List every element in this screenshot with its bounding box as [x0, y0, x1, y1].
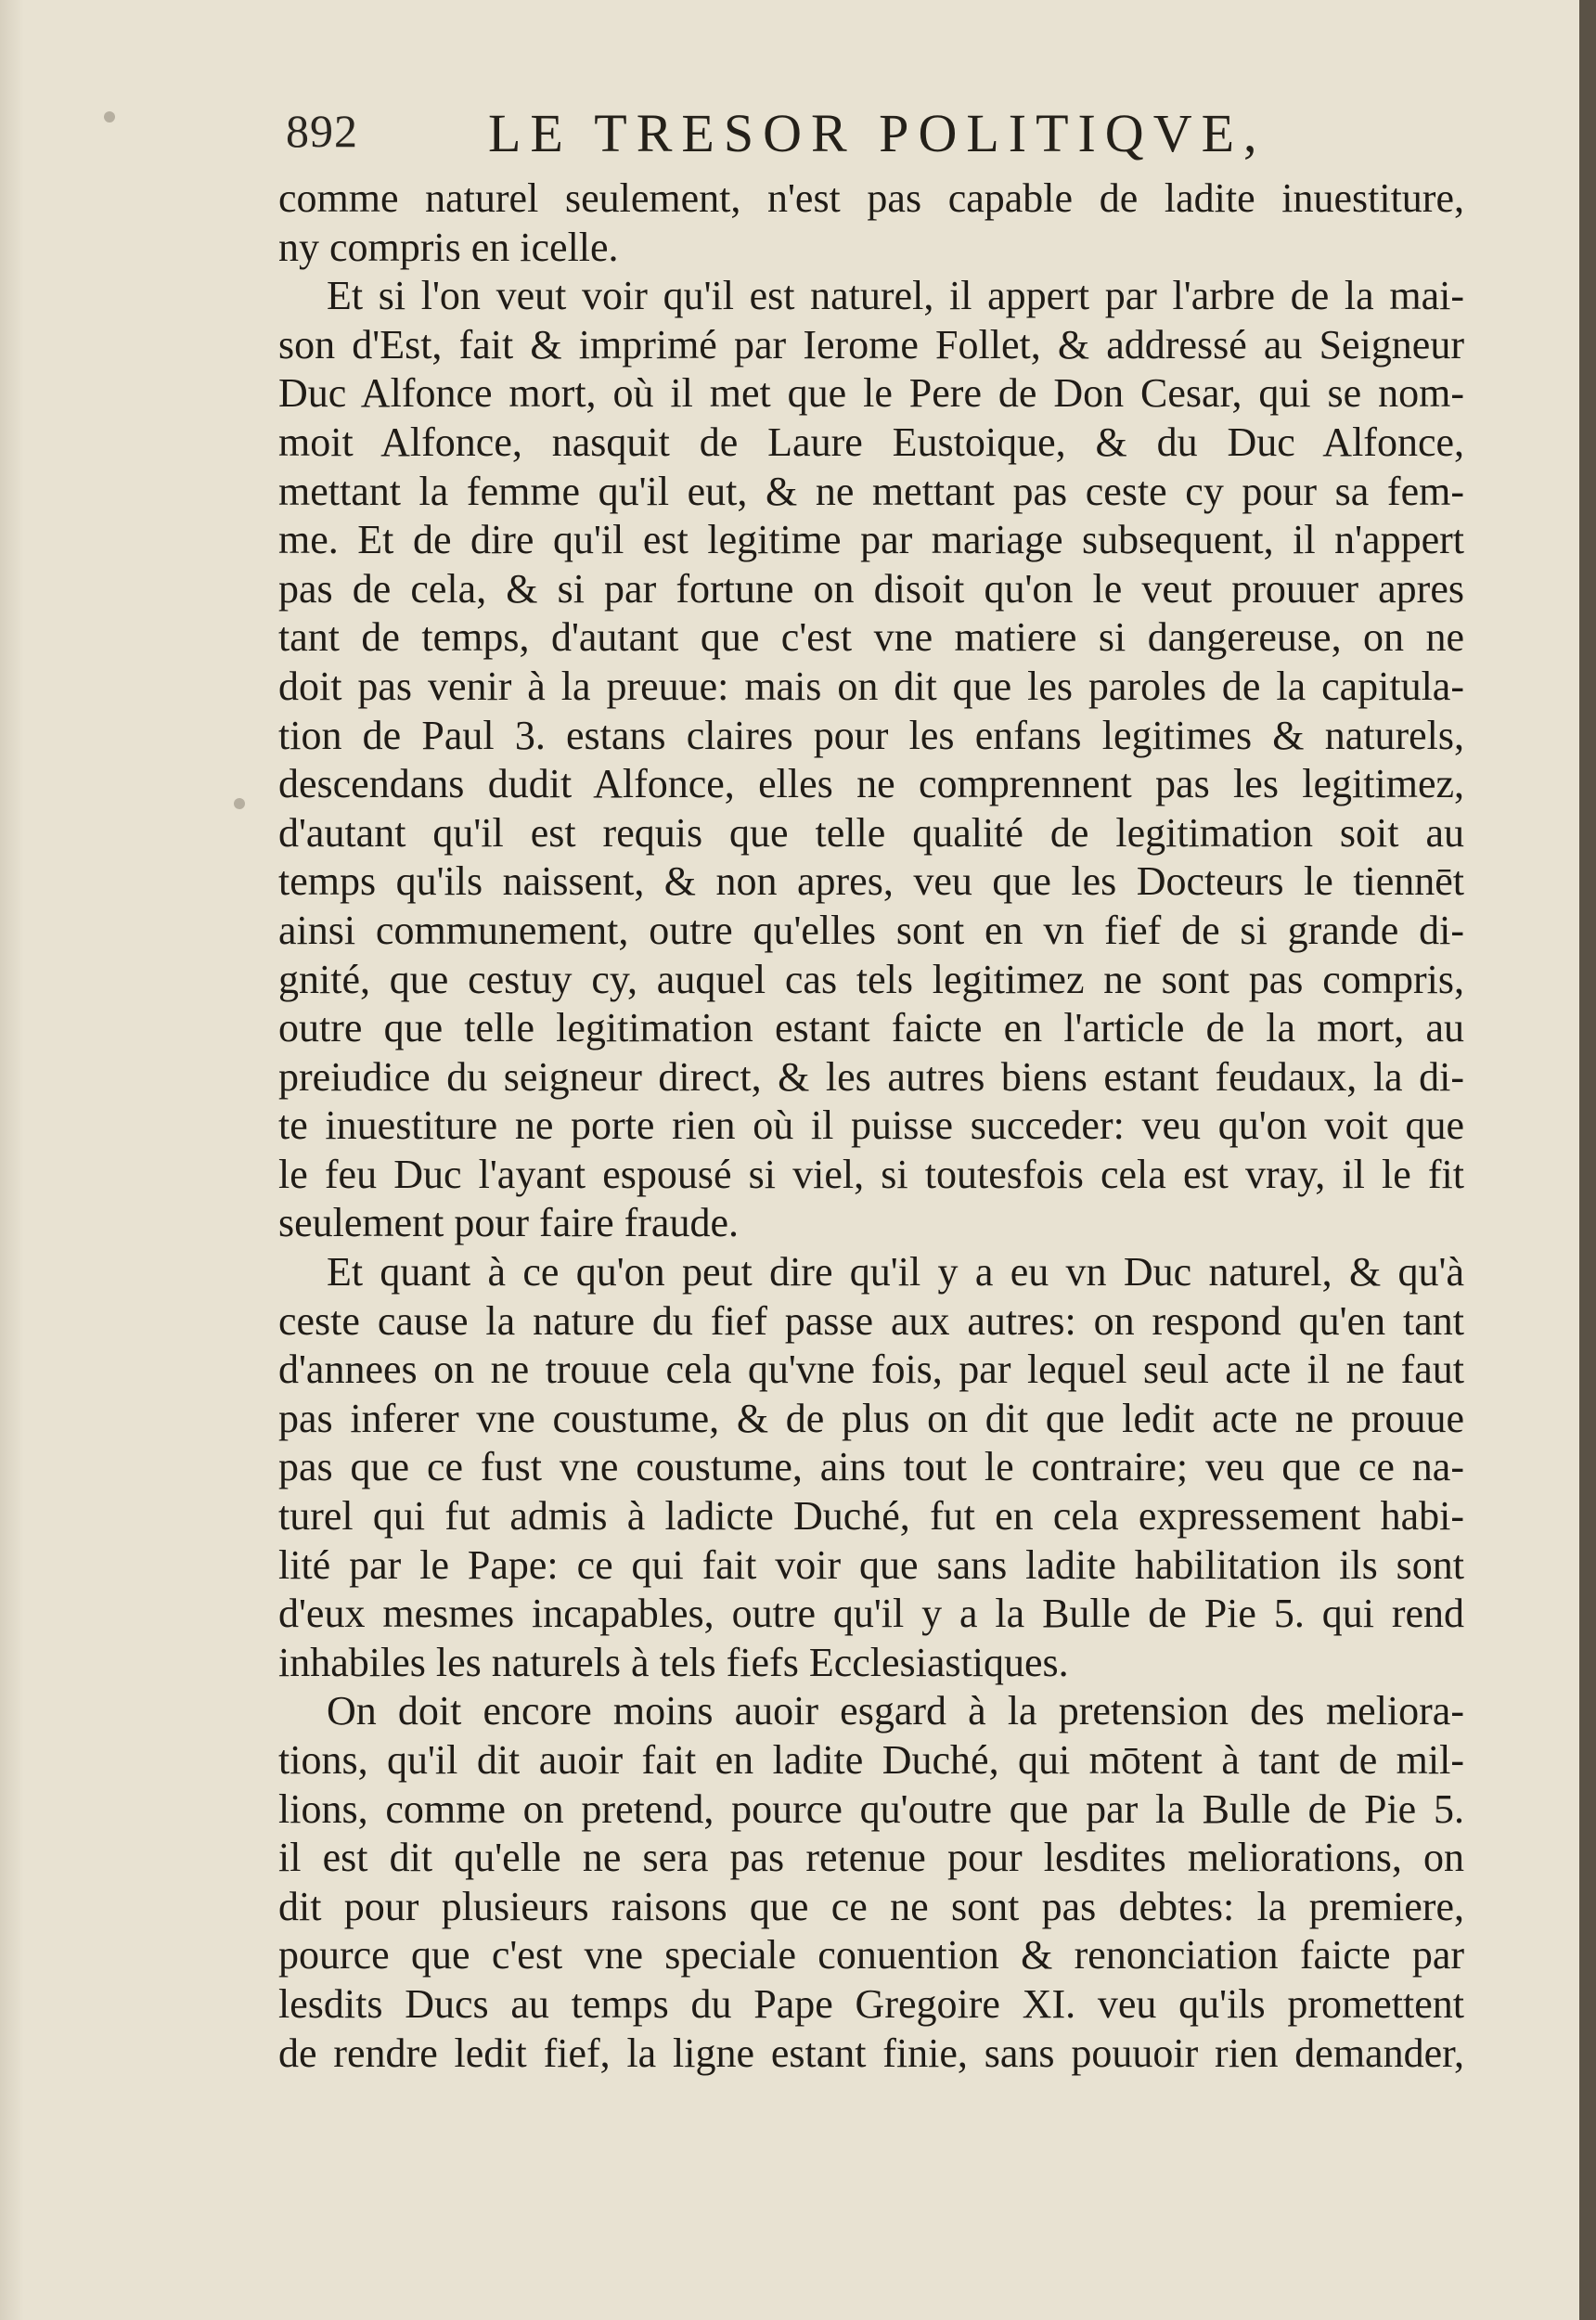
- text-line: On doit encore moins auoir esgard à la pretension des meliora-: [327, 1688, 1464, 1734]
- text-line: ceste cause la nature du fief passe aux autres: on respond qu'en tant: [278, 1297, 1464, 1344]
- text-line: le feu Duc l'ayant espousé si viel, si toutesfois cela est vray, il le fit: [278, 1151, 1464, 1197]
- text-line: mettant la femme qu'il eut, & ne mettant pas ceste cy pour sa fem-: [278, 468, 1464, 514]
- text-line: lité par le Pape: ce qui fait voir que sans ladite habilitation ils sont: [278, 1541, 1464, 1588]
- text-line: temps qu'ils naissent, & non apres, veu que les Docteurs le tiennēt: [278, 858, 1464, 905]
- body-text: [278, 174, 1464, 2078]
- text-line: descendans dudit Alfonce, elles ne comprennent pas les legitimez,: [278, 761, 1464, 807]
- text-line: me. Et de dire qu'il est legitime par mariage subsequent, il n'appert: [278, 517, 1464, 563]
- text-line: tions, qu'il dit auoir fait en ladite Duché, qui mōtent à tant de mil-: [278, 1737, 1464, 1783]
- text-line: gnité, que cestuy cy, auquel cas tels legitimez ne sont pas compris,: [278, 956, 1464, 1002]
- text-line: tion de Paul 3. estans claires pour les enfans legitimes & naturels,: [278, 712, 1464, 758]
- text-line: d'annees on ne trouue cela qu'vne fois, par lequel seul acte il ne faut: [278, 1347, 1464, 1393]
- page-header: [286, 102, 1464, 176]
- text-line: dit pour plusieurs raisons que ce ne sont pas debtes: la premiere,: [278, 1883, 1464, 1929]
- text-line: de rendre ledit fief, la ligne estant finie, sans pouuoir rien demander,: [278, 2030, 1464, 2076]
- page-number: 892: [286, 105, 358, 157]
- text-line: outre que telle legitimation estant faicte en l'article de la mort, au: [278, 1005, 1464, 1051]
- text-line: lions, comme on pretend, pource qu'outre que par la Bulle de Pie 5.: [278, 1785, 1464, 1832]
- text-line: pas que ce fust vne coustume, ains tout le contraire; veu que ce na-: [278, 1444, 1464, 1490]
- text-line: tant de temps, d'autant que c'est vne matiere si dangereuse, on ne: [278, 614, 1464, 661]
- text-line: te inuestiture ne porte rien où il puisse succeder: veu qu'on voit que: [278, 1102, 1464, 1149]
- text-line: son d'Est, fait & imprimé par Ierome Follet, & addressé au Seigneur: [278, 321, 1464, 367]
- text-line: lesdits Ducs au temps du Pape Gregoire XI. veu qu'ils promettent: [278, 1980, 1464, 2027]
- text-line: doit pas venir à la preuue: mais on dit que les paroles de la capitula-: [278, 663, 1464, 709]
- text-line: il est dit qu'elle ne sera pas retenue pour lesdites meliorations, on: [278, 1835, 1464, 1881]
- text-line: seulement pour faire fraude.: [278, 1200, 739, 1246]
- ink-speck: [234, 798, 245, 809]
- text-line: inhabiles les naturels à tels fiefs Ecclesiastiques.: [278, 1639, 1069, 1685]
- text-line: pource que c'est vne speciale conuention & renonciation faicte par: [278, 1932, 1464, 1978]
- text-line: d'eux mesmes incapables, outre qu'il y a la Bulle de Pie 5. qui rend: [278, 1591, 1464, 1637]
- ink-speck: [104, 111, 115, 122]
- text-line: Et quant à ce qu'on peut dire qu'il y a eu vn Duc naturel, & qu'à: [327, 1249, 1464, 1295]
- book-spine-shadow: [1579, 0, 1596, 2320]
- text-line: ainsi communement, outre qu'elles sont en vn fief de si grande di-: [278, 907, 1464, 953]
- text-line: Et si l'on veut voir qu'il est naturel, il appert par l'arbre de la mai-: [327, 273, 1464, 319]
- text-line: preiudice du seigneur direct, & les autres biens estant feudaux, la di-: [278, 1053, 1464, 1100]
- text-line: comme naturel seulement, n'est pas capable de ladite inuestiture,: [278, 175, 1464, 221]
- text-line: Duc Alfonce mort, où il met que le Pere de Don Cesar, qui se nom-: [278, 370, 1464, 417]
- running-title: LE TRESOR POLITIQVE,: [488, 103, 1267, 163]
- text-line: pas inferer vne coustume, & de plus on dit que ledit acte ne prouue: [278, 1395, 1464, 1441]
- text-line: d'autant qu'il est requis que telle qualité de legitimation soit au: [278, 809, 1464, 856]
- text-line: ny compris en icelle.: [278, 224, 619, 270]
- text-line: moit Alfonce, nasquit de Laure Eustoique, & du Duc Alfonce,: [278, 419, 1464, 465]
- text-line: pas de cela, & si par fortune on disoit qu'on le veut prouuer apres: [278, 565, 1464, 612]
- text-line: turel qui fut admis à ladicte Duché, fut en cela expressement habi-: [278, 1493, 1464, 1540]
